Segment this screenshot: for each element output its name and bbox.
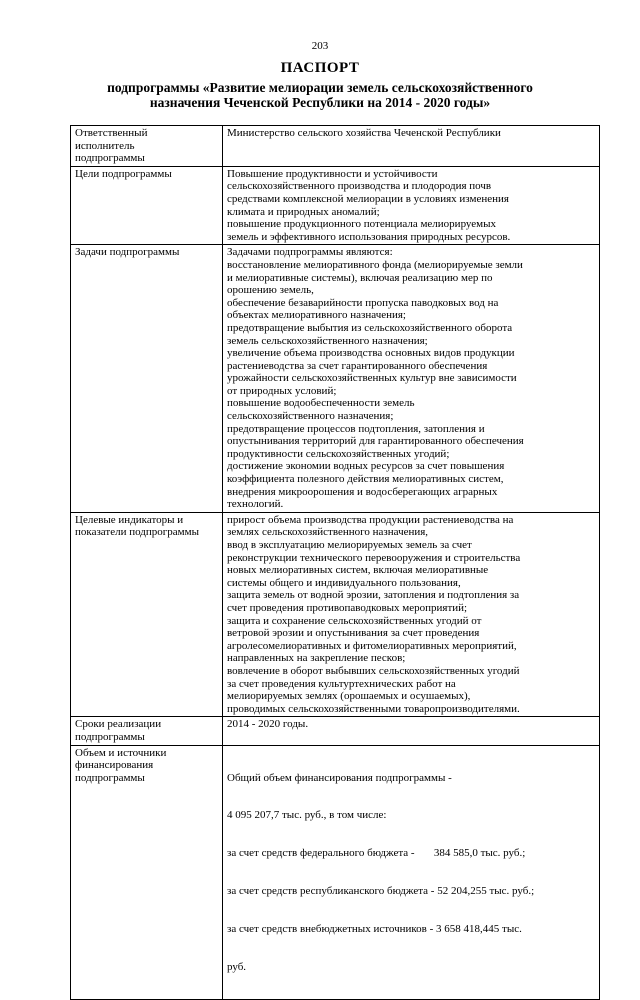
- value-line: прирост объема производства продукции растениеводства на: [227, 513, 514, 526]
- value-line: средствами комплексной мелиорации в условиях изменения: [227, 192, 509, 205]
- value-line: продуктивности сельскохозяйственных угодий;: [227, 447, 450, 460]
- value-line: за счет средств республиканского бюджета - 52 204,255 тыс. руб.;: [227, 885, 535, 898]
- value-line: опустынивания территорий для гарантированного обеспечения: [227, 435, 524, 448]
- value-line: за счет средств внебюджетных источников - 3 658 418,445 тыс.: [227, 922, 522, 935]
- value-line: климата и природных аномалий;: [227, 205, 380, 218]
- value-line: и мелиоративные системы), включая реализацию мер по: [227, 271, 493, 284]
- value-line: урожайности сельскохозяйственных культур вне зависимости: [227, 372, 517, 385]
- row-value-goals: [223, 166, 600, 245]
- value-line: коэффициента полезного действия мелиоративных систем,: [227, 473, 504, 486]
- label-line: Целевые индикаторы и: [75, 513, 184, 526]
- label-line: исполнитель: [75, 139, 135, 152]
- subtitle-line: назначения Чеченской Республики на 2014 - 2020 годы»: [149, 95, 491, 110]
- value-line: проводимых сельскохозяйственными товаропроизводителями.: [227, 702, 520, 715]
- row-label-tasks: [71, 245, 223, 512]
- value-line: счет проведения противопаводковых мероприятий;: [227, 601, 468, 614]
- value-line: землях сельскохозяйственного назначения,: [227, 526, 429, 539]
- value-line: земель сельскохозяйственного назначения;: [227, 334, 428, 347]
- value-line: мелиорируемых землях (орошаемых и осушаемых),: [227, 690, 471, 703]
- value-line: технологий.: [227, 498, 284, 511]
- document-title: ПАСПОРТ: [280, 60, 360, 76]
- row-label-goals: [71, 166, 223, 245]
- label-line: подпрограммы: [75, 152, 145, 165]
- value-line: повышение водообеспеченности земель: [227, 397, 415, 410]
- value-line: системы общего и индивидуального пользования,: [227, 576, 461, 589]
- value-line: новых мелиоративных систем, включая мелиоративные: [227, 564, 489, 577]
- label-line: Ответственный: [75, 127, 148, 139]
- document-subtitle: [60, 80, 580, 110]
- value-line: защита и сохранение сельскохозяйственных угодий от: [227, 614, 482, 627]
- row-value-indicators: [223, 512, 600, 717]
- passport-table: [70, 125, 600, 1000]
- row-label-indicators: [71, 512, 223, 717]
- value-line: за счет средств федерального бюджета - 384 585,0 тыс. руб.;: [227, 847, 526, 860]
- value-line: внедрения микроорошения и водосберегающих аграрных: [227, 485, 498, 498]
- value-line: 2014 - 2020 годы.: [227, 718, 309, 731]
- table-row: [71, 745, 600, 1000]
- value-line: увеличение объема производства основных видов продукции: [227, 347, 515, 360]
- row-label-responsible: [71, 126, 223, 167]
- table-row: [71, 512, 600, 717]
- value-line: от природных условий;: [227, 384, 337, 397]
- subtitle-line: подпрограммы «Развитие мелиорации земель сельскохозяйственного: [107, 80, 533, 95]
- table-row: [71, 245, 600, 512]
- value-line: за счет проведения культуртехнических работ на: [227, 677, 456, 690]
- value-line: растениеводства за счет гарантированного обеспечения: [227, 359, 488, 372]
- value-line: 4 095 207,7 тыс. руб., в том числе:: [227, 809, 387, 822]
- row-label-timeframe: [71, 717, 223, 745]
- table-row: [71, 166, 600, 245]
- value-line: Задачами подпрограммы являются:: [227, 246, 393, 259]
- value-line: предотвращение процессов подтопления, затопления и: [227, 422, 485, 435]
- value-line: объектах мелиоративного назначения;: [227, 309, 406, 322]
- value-line: предотвращение выбытия из сельскохозяйственного оборота: [227, 321, 513, 334]
- value-line: сельскохозяйственного назначения;: [227, 410, 394, 423]
- row-value-responsible: [223, 126, 600, 167]
- value-line: реконструкции технического перевооружения и строительства: [227, 551, 521, 564]
- value-line: агролесомелиоративных и фитомелиоративных мероприятий,: [227, 639, 517, 652]
- label-line: Сроки реализации: [75, 718, 162, 731]
- row-value-timeframe: [223, 717, 600, 745]
- label-line: Цели подпрограммы: [75, 167, 172, 180]
- value-line: земель и эффективного использования природных ресурсов.: [227, 230, 511, 243]
- value-line: Общий объем финансирования подпрограммы -: [227, 771, 452, 784]
- value-line: повышение продукционного потенциала мелиорируемых: [227, 218, 497, 231]
- label-line: Задачи подпрограммы: [75, 246, 180, 259]
- row-value-funding: [223, 745, 600, 1000]
- value-line: ввод в эксплуатацию мелиорируемых земель за счет: [227, 539, 472, 551]
- value-line: направленных на закрепление песков;: [227, 652, 406, 665]
- value-line: вовлечение в оборот выбывших сельскохозяйственных угодий: [227, 664, 520, 677]
- label-line: показатели подпрограммы: [75, 526, 199, 539]
- value-line: руб.: [227, 960, 247, 973]
- value-line: достижение экономии водных ресурсов за счет повышения: [227, 460, 505, 473]
- value-line: восстановление мелиоративного фонда (мелиорируемые земли: [227, 258, 523, 271]
- row-label-funding: [71, 745, 223, 1000]
- value-line: орошению земель,: [227, 284, 314, 297]
- page-number: 203: [311, 40, 329, 52]
- label-line: Объем и источники: [75, 746, 167, 759]
- label-line: финансирования: [75, 759, 154, 772]
- value-line: защита земель от водной эрозии, затопления и подтопления за: [227, 589, 520, 602]
- value-line: ветровой эрозии и опустынивания за счет проведения: [227, 627, 480, 640]
- value-line: сельскохозяйственного производства и плодородия почв: [227, 180, 492, 193]
- label-line: подпрограммы: [75, 730, 145, 743]
- value-line: Министерство сельского хозяйства Чеченской Республики: [227, 127, 501, 139]
- value-line: обеспечение безаварийности пропуска паводковых вод на: [227, 296, 499, 309]
- row-value-tasks: [223, 245, 600, 512]
- table-row: [71, 126, 600, 167]
- table-row: [71, 717, 600, 745]
- label-line: подпрограммы: [75, 771, 145, 784]
- value-line: Повышение продуктивности и устойчивости: [227, 167, 438, 180]
